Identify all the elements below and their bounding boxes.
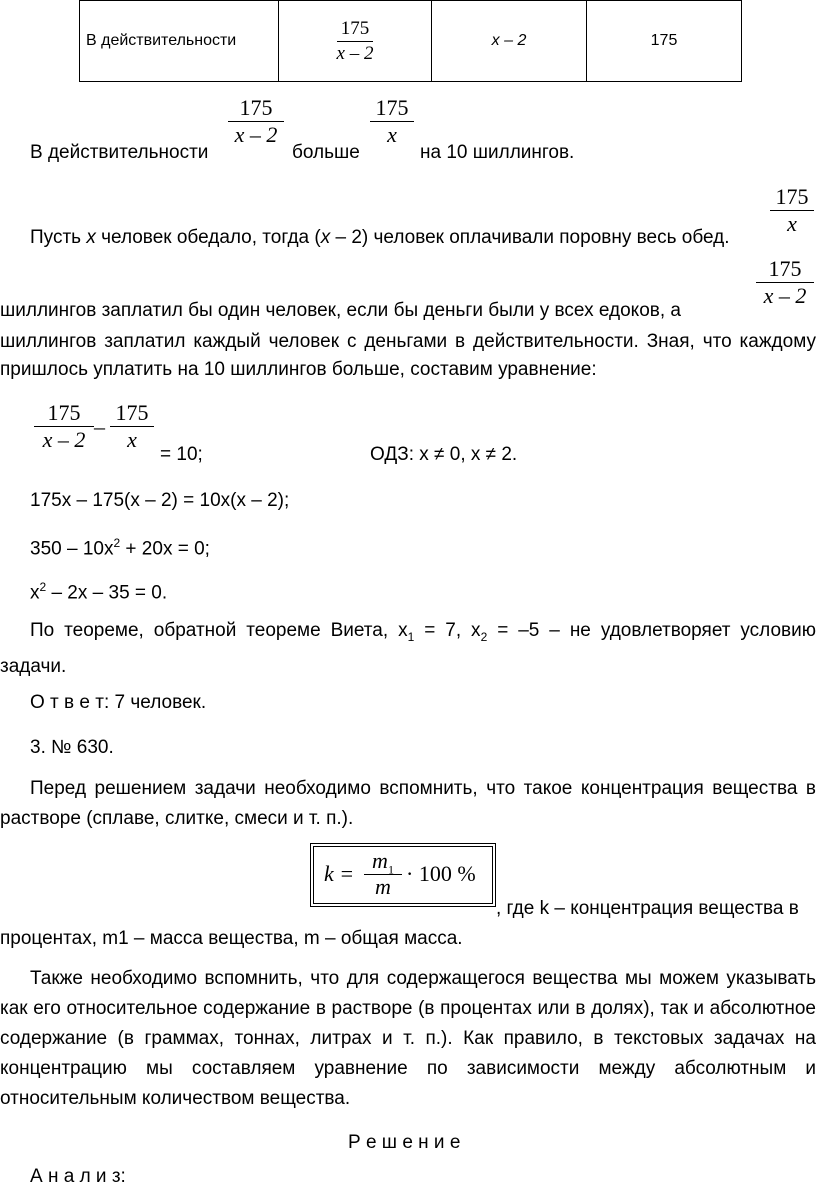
heading-solution: Р е ш е н и е	[348, 1132, 461, 1153]
fraction-per-person	[770, 184, 814, 237]
text-fragment: m	[372, 848, 388, 873]
text-fragment: человек обедало, тогда (	[95, 227, 321, 248]
fraction-numerator: 175	[775, 184, 809, 209]
text-fragment: 350 – 10x	[30, 538, 114, 560]
formula-rest: · 100 %	[406, 861, 476, 886]
fraction-per-payer	[756, 256, 814, 309]
exponent: 2	[39, 580, 47, 594]
fraction-denominator: x – 2	[336, 42, 374, 64]
subscript: 1	[407, 629, 415, 644]
fraction-denominator: x – 2	[42, 427, 86, 452]
equation-fraction-a	[34, 400, 94, 453]
table-cell-total: 175	[587, 1, 742, 82]
equation-line: 175x – 175(x – 2) = 10x(x – 2);	[30, 490, 290, 511]
text-fragment: + 20x = 0;	[120, 538, 210, 560]
line-actual-middle: больше	[292, 142, 360, 163]
equation-line	[30, 574, 816, 606]
text-fragment: Пусть	[30, 227, 87, 248]
text-fragment: – 2x – 35 = 0.	[46, 582, 168, 604]
formula-denominator: m	[375, 874, 391, 899]
fraction-numerator: 175	[239, 95, 273, 120]
formula-box	[313, 846, 493, 904]
line-actual-prefix: В действительности	[30, 142, 209, 163]
equation-line	[30, 530, 816, 562]
fraction-denominator: x	[787, 211, 797, 236]
text-fragment: = 7, x	[414, 620, 481, 641]
var-x: x	[320, 227, 331, 248]
formula-explanation: процентах, m1 – масса вещества, m – общая масса.	[0, 928, 463, 949]
fraction-actual-a	[228, 95, 284, 148]
fraction-numerator: 175	[340, 17, 370, 39]
paragraph-text: шиллингов заплатил каждый человек с деньгами в действительности. Зная, что каждому пришлось уплатить на 10 шиллингов больше, составим уравнение:	[0, 331, 816, 380]
subscript: 1	[387, 862, 394, 877]
var-x: x	[86, 227, 96, 248]
table-cell-fraction	[279, 1, 432, 82]
data-table	[79, 0, 742, 82]
equation-fraction-b	[110, 400, 154, 453]
fraction-denominator: x	[387, 122, 397, 147]
fraction-denominator: x – 2	[763, 283, 807, 308]
exponent: 2	[113, 536, 121, 550]
text-fragment: x	[30, 582, 40, 604]
line-actual-suffix: на 10 шиллингов.	[420, 142, 575, 163]
equation-domain: ОДЗ: x ≠ 0, x ≠ 2.	[370, 444, 518, 465]
fraction-actual-b	[370, 95, 414, 148]
fraction-denominator: x	[127, 427, 137, 452]
paragraph-text: шиллингов заплатил бы один человек, если бы деньги были у всех едоков, а	[0, 300, 681, 321]
table-row	[80, 1, 742, 82]
fraction-numerator: 175	[768, 256, 802, 281]
task-number: 3. № 630.	[30, 737, 114, 758]
heading-analysis: А н а л и з:	[30, 1166, 126, 1187]
text-fragment: – 2) человек оплачивали поровну весь обед.	[330, 227, 730, 248]
fraction-numerator: 175	[47, 400, 81, 425]
subscript: 2	[480, 629, 488, 644]
count-text: x – 2	[491, 32, 527, 49]
answer-line: О т в е т: 7 человек.	[30, 692, 207, 713]
table-cell-count	[432, 1, 587, 82]
equation-rhs: = 10;	[160, 444, 203, 465]
fraction-numerator: 175	[375, 95, 409, 120]
paragraph-text: Перед решением задачи необходимо вспомнить, что такое концентрация вещества в растворе (сплаве, слитке, смеси и т. п.).	[0, 778, 816, 829]
formula-lhs: k =	[324, 861, 355, 886]
line-let-x	[30, 225, 730, 251]
paragraph-text: Также необходимо вспомнить, что для содержащегося вещества мы можем указывать как его относительное содержание в растворе (в процентах или в долях), так и абсолютное содержание (в граммах, тоннах, литрах и т. п.). Как правило, в текстовых задачах на концентрацию мы составляем уравнение по зависимости между абсолютным и относительным количеством вещества.	[0, 968, 816, 1109]
fraction-denominator: x – 2	[234, 122, 278, 147]
text-fragment: = –5 – не удовлетворяет условию задачи.	[0, 620, 816, 677]
formula-tail: , где k – концентрация вещества в	[496, 898, 799, 919]
text-fragment: По теореме, обратной теореме Виета, x	[30, 620, 408, 641]
fraction-numerator: 175	[115, 400, 149, 425]
table-cell-label: В действительности	[80, 1, 279, 82]
paragraph-vieta	[0, 616, 816, 682]
equation-minus: –	[94, 414, 105, 439]
